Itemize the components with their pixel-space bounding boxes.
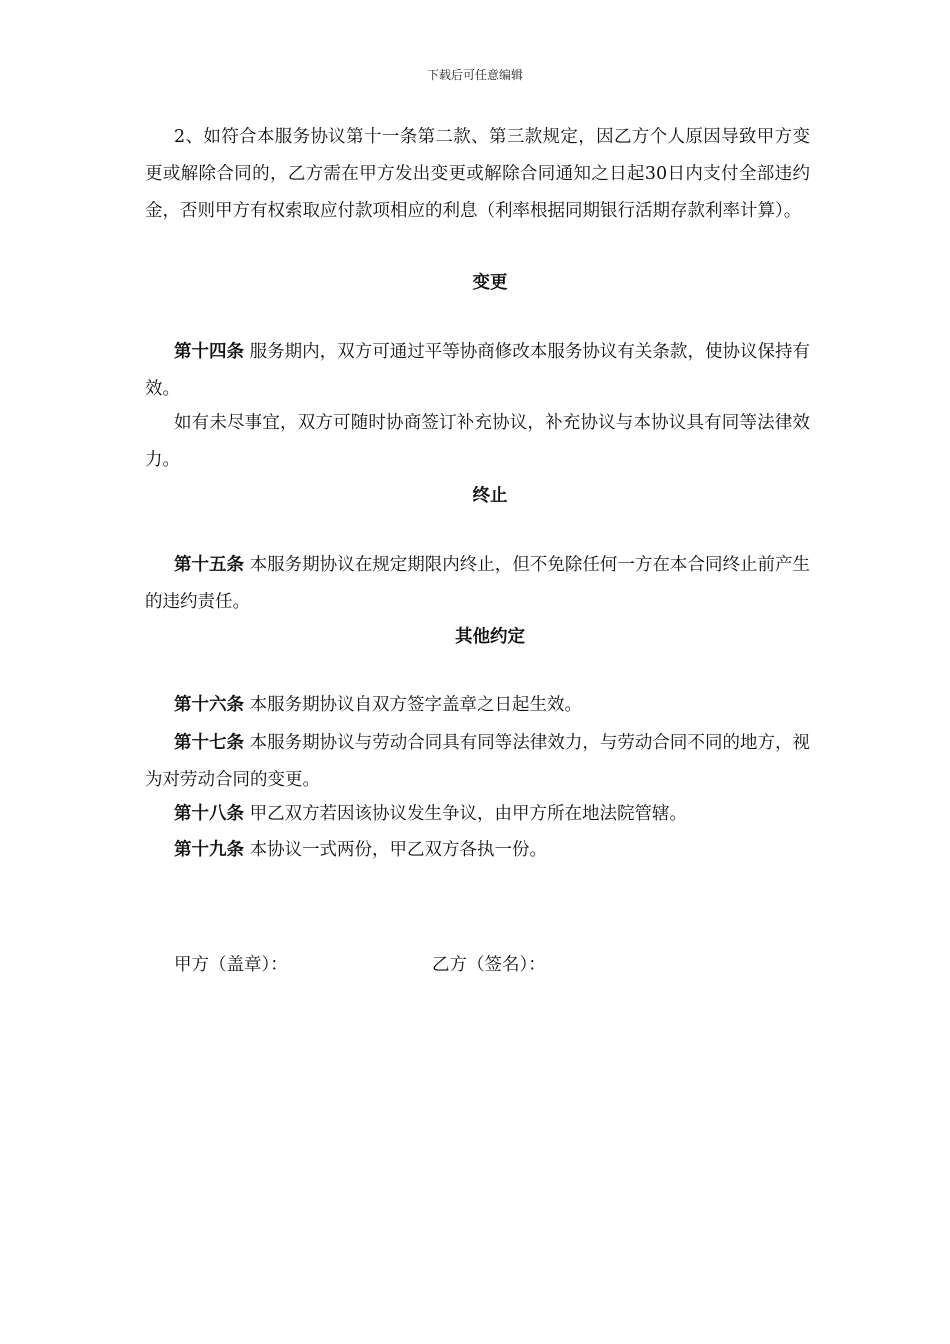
article-15-text: 本服务期协议在规定期限内终止，但不免除任何一方在本合同终止前产生的违约责任。 (145, 555, 811, 612)
paragraph-supplement: 如有未尽事宜，双方可随时协商签订补充协议，补充协议与本协议具有同等法律效力。 (145, 413, 810, 470)
article-15-number: 第十五条 (174, 555, 245, 575)
article-17-number: 第十七条 (174, 733, 245, 753)
article-19-number: 第十九条 (174, 840, 244, 860)
paragraph-clause-2: 2、如符合本服务协议第十一条第二款、第三款规定，因乙方个人原因导致甲方变更或解除合同的，乙方需在甲方发出变更或解除合同通知之日起30日内支付全部违约金，否则甲方有权索取应付款项相应的利息（利率根据同期银行活期存款利率计算）。 (145, 127, 810, 221)
section-heading-termination: 终止 (472, 486, 508, 506)
signature-party-a: 甲方（盖章）： (174, 955, 288, 975)
signature-party-b: 乙方（签名）： (432, 955, 546, 975)
article-16-number: 第十六条 (174, 695, 244, 715)
article-16-text: 本服务期协议自双方签字盖章之日起生效。 (244, 695, 583, 715)
article-18-number: 第十八条 (174, 804, 244, 824)
article-16 (145, 687, 810, 724)
article-17 (145, 725, 810, 799)
section-heading-change: 变更 (472, 273, 508, 293)
article-14 (145, 334, 810, 408)
article-18 (145, 796, 810, 833)
article-14-text: 服务期内，双方可通过平等协商修改本服务协议有关条款，使协议保持有效。 (145, 342, 811, 399)
section-heading-other: 其他约定 (455, 627, 525, 647)
article-15 (145, 547, 810, 621)
article-19 (145, 832, 810, 869)
article-14-number: 第十四条 (174, 342, 245, 362)
page-header-note: 下载后可任意编辑 (426, 68, 523, 82)
article-17-text: 本服务期协议与劳动合同具有同等法律效力，与劳动合同不同的地方，视为对劳动合同的变更。 (145, 733, 811, 790)
article-18-text: 甲乙双方若因该协议发生争议，由甲方所在地法院管辖。 (244, 804, 688, 824)
article-19-text: 本协议一式两份，甲乙双方各执一份。 (244, 840, 548, 860)
